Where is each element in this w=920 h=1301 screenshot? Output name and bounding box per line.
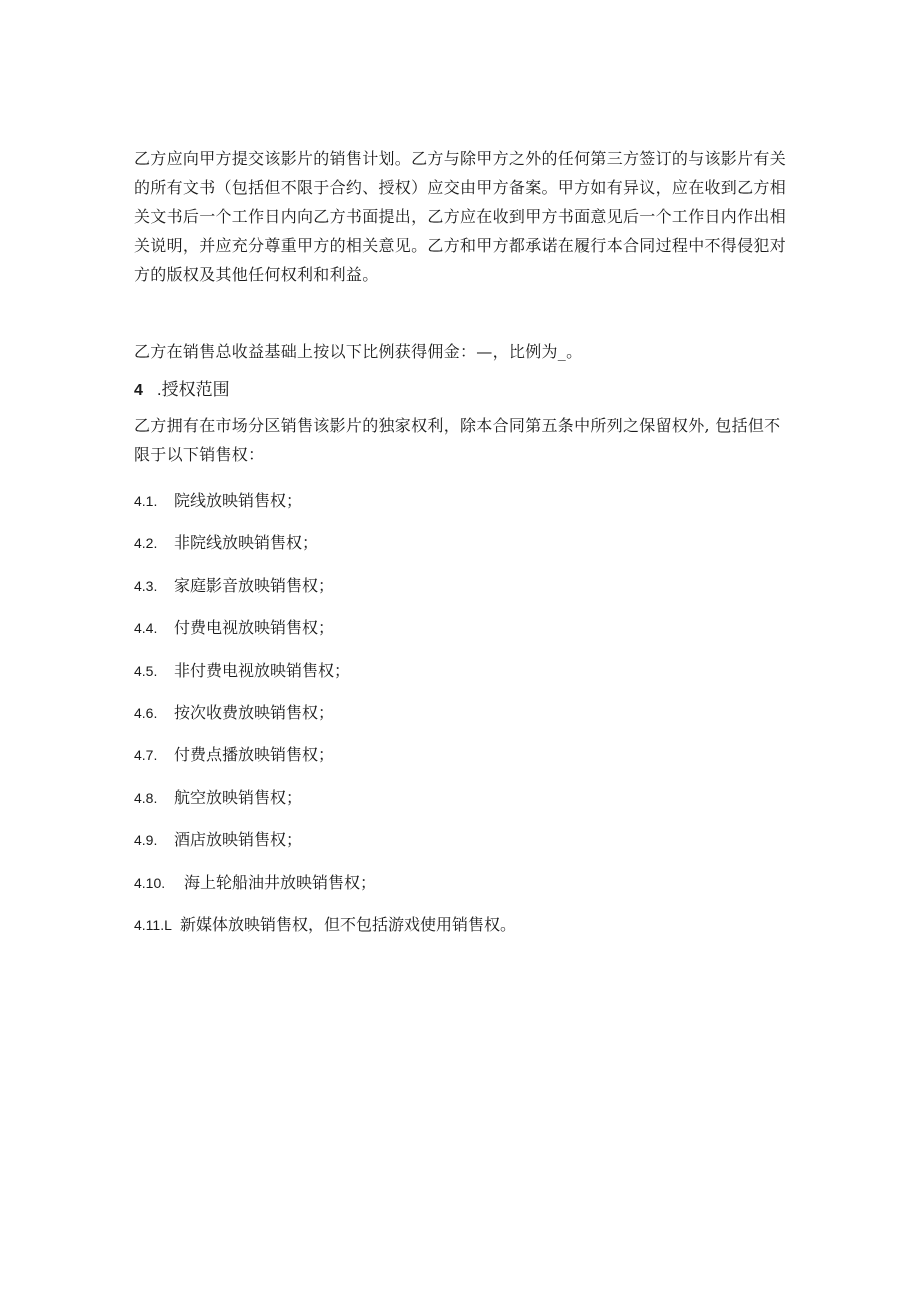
section-title: .授权范围 xyxy=(156,380,230,399)
list-item-text: 院线放映销售权； xyxy=(174,491,303,510)
list-item-number: 4.9. xyxy=(134,832,158,848)
list-item-text: 按次收费放映销售权； xyxy=(174,703,335,722)
list-item xyxy=(134,531,318,555)
list-item-number: 4.1. xyxy=(134,493,158,509)
list-item-text: 新媒体放映销售权，但不包括游戏使用销售权。 xyxy=(180,915,517,934)
list-item xyxy=(134,489,302,513)
list-item xyxy=(134,574,334,598)
list-item-text: 酒店放映销售权； xyxy=(174,830,303,849)
list-item xyxy=(134,786,302,810)
list-item-text: 付费电视放映销售权； xyxy=(174,618,335,637)
list-item-text: 海上轮船油井放映销售权； xyxy=(184,873,377,892)
list-item-number: 4.10. xyxy=(134,875,166,891)
list-item-text: 非院线放映销售权； xyxy=(174,533,319,552)
list-item-number: 4.6. xyxy=(134,705,158,721)
list-item xyxy=(134,616,334,640)
list-item-number: 4.8. xyxy=(134,790,158,806)
list-item-number: 4.4. xyxy=(134,620,158,636)
section-heading-authorization-scope xyxy=(134,377,230,404)
list-item xyxy=(134,871,376,895)
list-item-text: 付费点播放映销售权； xyxy=(174,745,335,764)
paragraph-sales-plan: 乙方应向甲方提交该影片的销售计划。乙方与除甲方之外的任何第三方签订的与该影片有关的所有文书（包括但不限于合约、授权）应交由甲方备案。甲方如有异议，应在收到乙方相关文书后一个工作日内向乙方书面提出，乙方应在收到甲方书面意见后一个工作日内作出相关说明，并应充分尊重甲方的相关意见。乙方和甲方都承诺在履行本合同过程中不得侵犯对方的版权及其他任何权利和利益。 xyxy=(134,149,787,284)
list-item-text: 家庭影音放映销售权； xyxy=(174,576,335,595)
list-item-text: 非付费电视放映销售权； xyxy=(174,661,351,680)
paragraph-commission: 乙方在销售总收益基础上按以下比例获得佣金：—，比例为_。 xyxy=(134,342,583,361)
list-item-text: 航空放映销售权； xyxy=(174,788,303,807)
list-item-number: 4.2. xyxy=(134,535,158,551)
list-item xyxy=(134,828,302,852)
list-item-number: 4.11.L xyxy=(134,917,172,933)
section-number: 4 xyxy=(134,382,143,399)
list-item xyxy=(134,659,350,683)
list-item xyxy=(134,913,516,937)
paragraph-exclusive-rights: 乙方拥有在市场分区销售该影片的独家权利，除本合同第五条中所列之保留权外, 包括但不限于以下销售权： xyxy=(134,416,781,464)
list-item xyxy=(134,701,334,725)
list-item xyxy=(134,743,334,767)
list-item-number: 4.5. xyxy=(134,663,158,679)
list-item-number: 4.3. xyxy=(134,578,158,594)
list-item-number: 4.7. xyxy=(134,747,158,763)
